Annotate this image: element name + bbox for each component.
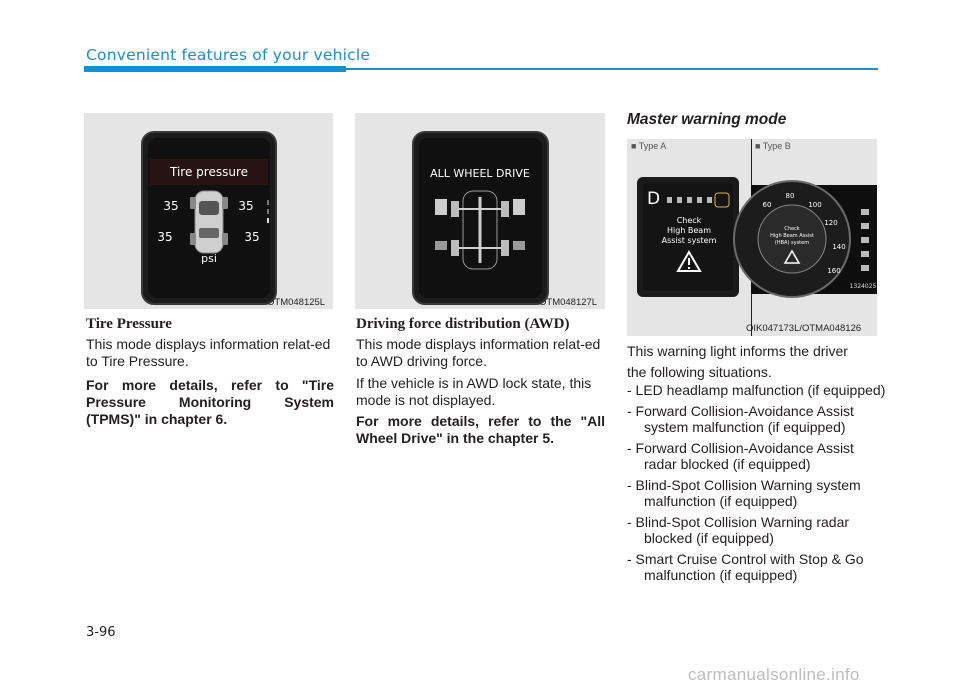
section-header-title: Convenient features of your vehicle — [86, 46, 371, 64]
awd-body-text-2: If the vehicle is in AWD lock state, this mode is not displayed. — [356, 375, 592, 408]
gear-indicator: D — [647, 189, 661, 209]
master-figure-code: OIK047173L/OTMA048126 — [746, 323, 862, 334]
tire-front-right-value: 35 — [238, 199, 254, 213]
tire-body-text: This mode displays information relat-ed to Tire Pressure. — [86, 336, 331, 369]
speed-tick-120: 120 — [824, 219, 838, 227]
tire-pressure-figure — [84, 113, 333, 309]
master-warning-illustration — [627, 139, 877, 336]
master-warning-conditions-list — [627, 382, 887, 588]
master-warning-heading: Master warning mode — [627, 111, 787, 128]
tire-rear-left-value: 35 — [157, 230, 173, 244]
type-a-message-line-2: High Beam — [666, 226, 712, 235]
type-b-message-line-2: High Beam Assist — [770, 233, 814, 239]
awd-screen-title: ALL WHEEL DRIVE — [430, 167, 530, 180]
list-item: - LED headlamp malfunction (if equipped) — [627, 382, 886, 398]
tire-pressure-display-illustration — [84, 113, 333, 309]
awd-figure-code: OTM048127L — [539, 297, 598, 308]
speed-tick-160: 160 — [827, 267, 841, 275]
awd-display-illustration — [355, 113, 605, 309]
awd-note-text: For more details, refer to the "All Wheel Drive" in the chapter 5. — [356, 413, 605, 446]
tire-section-heading: Tire Pressure — [86, 316, 172, 332]
tire-unit-label: psi — [201, 252, 217, 265]
header-rule — [346, 68, 878, 70]
list-item: - Forward Collision-Avoidance Assist radar blocked (if equipped) — [627, 439, 854, 472]
master-intro-line-2: the following situations. — [627, 364, 772, 380]
master-warning-figure — [627, 139, 877, 336]
header-accent-bar — [84, 66, 346, 72]
type-a-message-line-1: Check — [676, 216, 702, 225]
awd-body-text-1: This mode displays information relat-ed to AWD driving force. — [356, 336, 601, 369]
speed-tick-140: 140 — [832, 243, 846, 251]
type-b-message-line-3: (HBA) system — [774, 240, 810, 246]
page-number: 3-96 — [86, 625, 116, 640]
awd-section-heading: Driving force distribution (AWD) — [356, 316, 570, 332]
list-item: - Blind-Spot Collision Warning radar blocked (if equipped) — [627, 513, 850, 546]
tire-front-left-value: 35 — [163, 199, 179, 213]
list-item: - Smart Cruise Control with Stop & Go malfunction (if equipped) — [627, 550, 864, 583]
list-item: - Forward Collision-Avoidance Assist system malfunction (if equipped) — [627, 402, 854, 435]
speed-tick-80: 80 — [785, 192, 795, 200]
tire-figure-code: OTM048125L — [267, 297, 326, 308]
speed-tick-100: 100 — [808, 201, 822, 209]
type-b-label: ■ Type B — [755, 141, 791, 151]
list-item: - Blind-Spot Collision Warning system malfunction (if equipped) — [627, 476, 861, 509]
tire-screen-title: Tire pressure — [170, 165, 248, 179]
type-a-message-line-3: Assist system — [661, 236, 717, 245]
master-intro-line-1: This warning light informs the driver — [627, 343, 848, 359]
type-b-message-line-1: Check — [784, 226, 800, 232]
watermark-text: carmanualsonline.info — [688, 665, 860, 684]
speed-tick-60: 60 — [762, 201, 772, 209]
tire-note-text: For more details, refer to "Tire Pressure Monitoring System (TPMS)" in chapter 6. — [86, 377, 334, 427]
odometer-readout: 1324025 — [849, 283, 877, 290]
type-a-label: ■ Type A — [631, 141, 667, 151]
tire-rear-right-value: 35 — [244, 230, 260, 244]
awd-figure — [355, 113, 605, 309]
